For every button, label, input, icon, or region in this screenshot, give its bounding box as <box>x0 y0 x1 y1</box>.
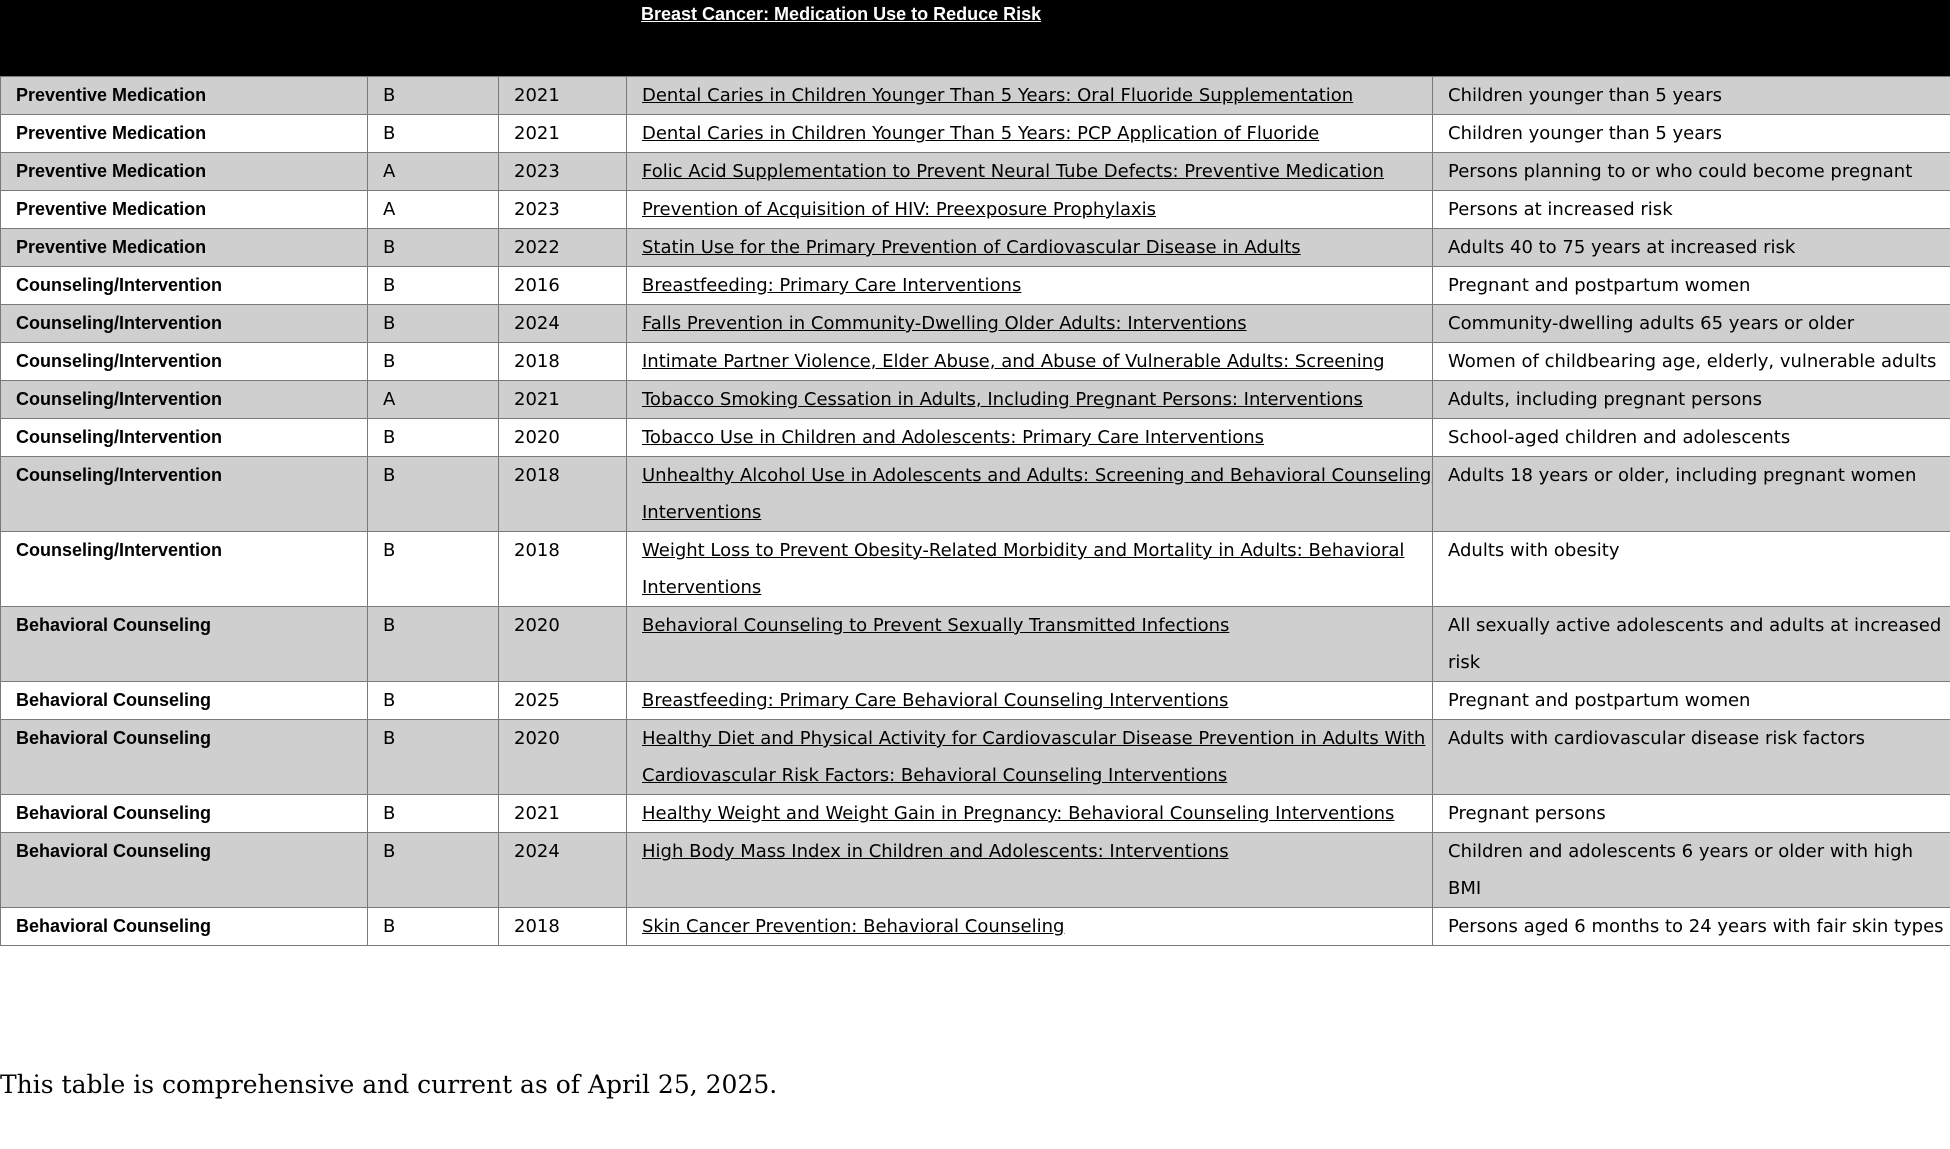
year-cell: 2021 <box>499 77 627 115</box>
category-cell: Counseling/Intervention <box>1 457 368 532</box>
table-row <box>1 153 1950 191</box>
table-row <box>1 343 1950 381</box>
title-cell <box>627 795 1433 833</box>
category-cell: Preventive Medication <box>1 115 368 153</box>
population-cell: All sexually active adolescents and adults at increased risk <box>1433 607 1950 682</box>
category-cell: Counseling/Intervention <box>1 305 368 343</box>
table-row <box>1 532 1950 607</box>
recommendation-link[interactable]: Skin Cancer Prevention: Behavioral Counseling <box>642 916 1065 937</box>
grade-cell: B <box>368 267 499 305</box>
title-cell <box>627 607 1433 682</box>
category-cell: Behavioral Counseling <box>1 908 368 946</box>
title-cell <box>627 153 1433 191</box>
table-row <box>1 115 1950 153</box>
title-cell <box>627 115 1433 153</box>
recommendation-link[interactable]: Intimate Partner Violence, Elder Abuse, and Abuse of Vulnerable Adults: Screening <box>642 351 1385 372</box>
table-header-band <box>0 0 1950 76</box>
population-cell: Women of childbearing age, elderly, vulnerable adults <box>1433 343 1950 381</box>
title-cell <box>627 229 1433 267</box>
table-row <box>1 607 1950 682</box>
grade-cell: B <box>368 229 499 267</box>
grade-cell: B <box>368 607 499 682</box>
year-cell: 2021 <box>499 381 627 419</box>
category-cell: Preventive Medication <box>1 153 368 191</box>
table-row <box>1 381 1950 419</box>
title-cell <box>627 381 1433 419</box>
recommendation-link[interactable]: Breastfeeding: Primary Care Interventions <box>642 275 1022 296</box>
recommendations-table <box>0 76 1950 946</box>
year-cell: 2020 <box>499 419 627 457</box>
category-cell: Counseling/Intervention <box>1 532 368 607</box>
population-cell: Children and adolescents 6 years or older with high BMI <box>1433 833 1950 908</box>
year-cell: 2018 <box>499 532 627 607</box>
title-cell <box>627 720 1433 795</box>
title-cell <box>627 191 1433 229</box>
table-row <box>1 267 1950 305</box>
grade-cell: A <box>368 153 499 191</box>
grade-cell: A <box>368 381 499 419</box>
recommendation-link[interactable]: Unhealthy Alcohol Use in Adolescents and Adults: Screening and Behavioral Counseling Interventions <box>642 465 1432 523</box>
title-cell <box>627 305 1433 343</box>
population-cell: Pregnant persons <box>1433 795 1950 833</box>
category-cell: Preventive Medication <box>1 229 368 267</box>
table-row <box>1 682 1950 720</box>
population-cell: Adults, including pregnant persons <box>1433 381 1950 419</box>
grade-cell: B <box>368 419 499 457</box>
year-cell: 2023 <box>499 191 627 229</box>
title-cell <box>627 457 1433 532</box>
year-cell: 2022 <box>499 229 627 267</box>
grade-cell: B <box>368 532 499 607</box>
recommendation-link[interactable]: Statin Use for the Primary Prevention of Cardiovascular Disease in Adults <box>642 237 1301 258</box>
recommendation-link[interactable]: Dental Caries in Children Younger Than 5 Years: PCP Application of Fluoride <box>642 123 1320 144</box>
population-cell: Pregnant and postpartum women <box>1433 682 1950 720</box>
title-cell <box>627 908 1433 946</box>
title-cell <box>627 532 1433 607</box>
grade-cell: B <box>368 795 499 833</box>
year-cell: 2021 <box>499 795 627 833</box>
recommendation-link[interactable]: Tobacco Smoking Cessation in Adults, Including Pregnant Persons: Interventions <box>642 389 1363 410</box>
title-cell <box>627 77 1433 115</box>
table-row <box>1 77 1950 115</box>
table-row <box>1 191 1950 229</box>
year-cell: 2018 <box>499 343 627 381</box>
category-cell: Behavioral Counseling <box>1 795 368 833</box>
recommendation-link[interactable]: Tobacco Use in Children and Adolescents: Primary Care Interventions <box>642 427 1265 448</box>
year-cell: 2018 <box>499 908 627 946</box>
recommendation-link[interactable]: Healthy Weight and Weight Gain in Pregnancy: Behavioral Counseling Interventions <box>642 803 1395 824</box>
title-cell <box>627 419 1433 457</box>
year-cell: 2018 <box>499 457 627 532</box>
table-row <box>1 229 1950 267</box>
population-cell: Adults with cardiovascular disease risk factors <box>1433 720 1950 795</box>
table-row <box>1 305 1950 343</box>
table-body <box>1 77 1950 946</box>
category-cell: Behavioral Counseling <box>1 682 368 720</box>
grade-cell: B <box>368 833 499 908</box>
table-row <box>1 908 1950 946</box>
grade-cell: B <box>368 720 499 795</box>
year-cell: 2024 <box>499 833 627 908</box>
year-cell: 2025 <box>499 682 627 720</box>
year-cell: 2023 <box>499 153 627 191</box>
recommendation-link[interactable]: Breastfeeding: Primary Care Behavioral Counseling Interventions <box>642 690 1229 711</box>
population-cell: Children younger than 5 years <box>1433 77 1950 115</box>
population-cell: Persons at increased risk <box>1433 191 1950 229</box>
title-cell <box>627 833 1433 908</box>
grade-cell: A <box>368 191 499 229</box>
population-cell: Children younger than 5 years <box>1433 115 1950 153</box>
grade-cell: B <box>368 77 499 115</box>
category-cell: Preventive Medication <box>1 191 368 229</box>
year-cell: 2020 <box>499 607 627 682</box>
category-cell: Behavioral Counseling <box>1 720 368 795</box>
table-row <box>1 720 1950 795</box>
recommendation-link[interactable]: Weight Loss to Prevent Obesity-Related Morbidity and Mortality in Adults: Behavioral Interventions <box>642 540 1405 598</box>
population-cell: Adults with obesity <box>1433 532 1950 607</box>
table-row <box>1 795 1950 833</box>
category-cell: Counseling/Intervention <box>1 419 368 457</box>
recommendation-link[interactable]: Healthy Diet and Physical Activity for Cardiovascular Disease Prevention in Adults With Cardiovascular Risk Factors: Behavioral Counseling Interventions <box>642 728 1426 786</box>
category-cell: Preventive Medication <box>1 77 368 115</box>
table-row <box>1 419 1950 457</box>
category-cell: Counseling/Intervention <box>1 381 368 419</box>
year-cell: 2024 <box>499 305 627 343</box>
title-cell <box>627 682 1433 720</box>
grade-cell: B <box>368 115 499 153</box>
population-cell: Pregnant and postpartum women <box>1433 267 1950 305</box>
category-cell: Counseling/Intervention <box>1 267 368 305</box>
grade-cell: B <box>368 305 499 343</box>
category-cell: Behavioral Counseling <box>1 607 368 682</box>
recommendation-link[interactable]: Prevention of Acquisition of HIV: Preexposure Prophylaxis <box>642 199 1157 220</box>
recommendation-link[interactable]: High Body Mass Index in Children and Adolescents: Interventions <box>642 841 1229 862</box>
grade-cell: B <box>368 457 499 532</box>
year-cell: 2021 <box>499 115 627 153</box>
grade-cell: B <box>368 908 499 946</box>
recommendation-link[interactable]: Dental Caries in Children Younger Than 5 Years: Oral Fluoride Supplementation <box>642 85 1354 106</box>
population-cell: Adults 40 to 75 years at increased risk <box>1433 229 1950 267</box>
title-cell <box>627 267 1433 305</box>
year-cell: 2020 <box>499 720 627 795</box>
category-cell: Counseling/Intervention <box>1 343 368 381</box>
category-cell: Behavioral Counseling <box>1 833 368 908</box>
grade-cell: B <box>368 682 499 720</box>
population-cell: Persons planning to or who could become pregnant <box>1433 153 1950 191</box>
population-cell: Adults 18 years or older, including pregnant women <box>1433 457 1950 532</box>
population-cell: Persons aged 6 months to 24 years with fair skin types <box>1433 908 1950 946</box>
title-cell <box>627 343 1433 381</box>
table-row <box>1 833 1950 908</box>
recommendation-link[interactable]: Folic Acid Supplementation to Prevent Neural Tube Defects: Preventive Medication <box>642 161 1384 182</box>
recommendation-link[interactable]: Falls Prevention in Community-Dwelling Older Adults: Interventions <box>642 313 1247 334</box>
grade-cell: B <box>368 343 499 381</box>
header-link[interactable]: Breast Cancer: Medication Use to Reduce Risk <box>641 4 1042 24</box>
year-cell: 2016 <box>499 267 627 305</box>
table-row <box>1 457 1950 532</box>
footer-note: This table is comprehensive and current as of April 25, 2025. <box>0 1070 778 1099</box>
population-cell: Community-dwelling adults 65 years or older <box>1433 305 1950 343</box>
recommendation-link[interactable]: Behavioral Counseling to Prevent Sexually Transmitted Infections <box>642 615 1230 636</box>
population-cell: School-aged children and adolescents <box>1433 419 1950 457</box>
